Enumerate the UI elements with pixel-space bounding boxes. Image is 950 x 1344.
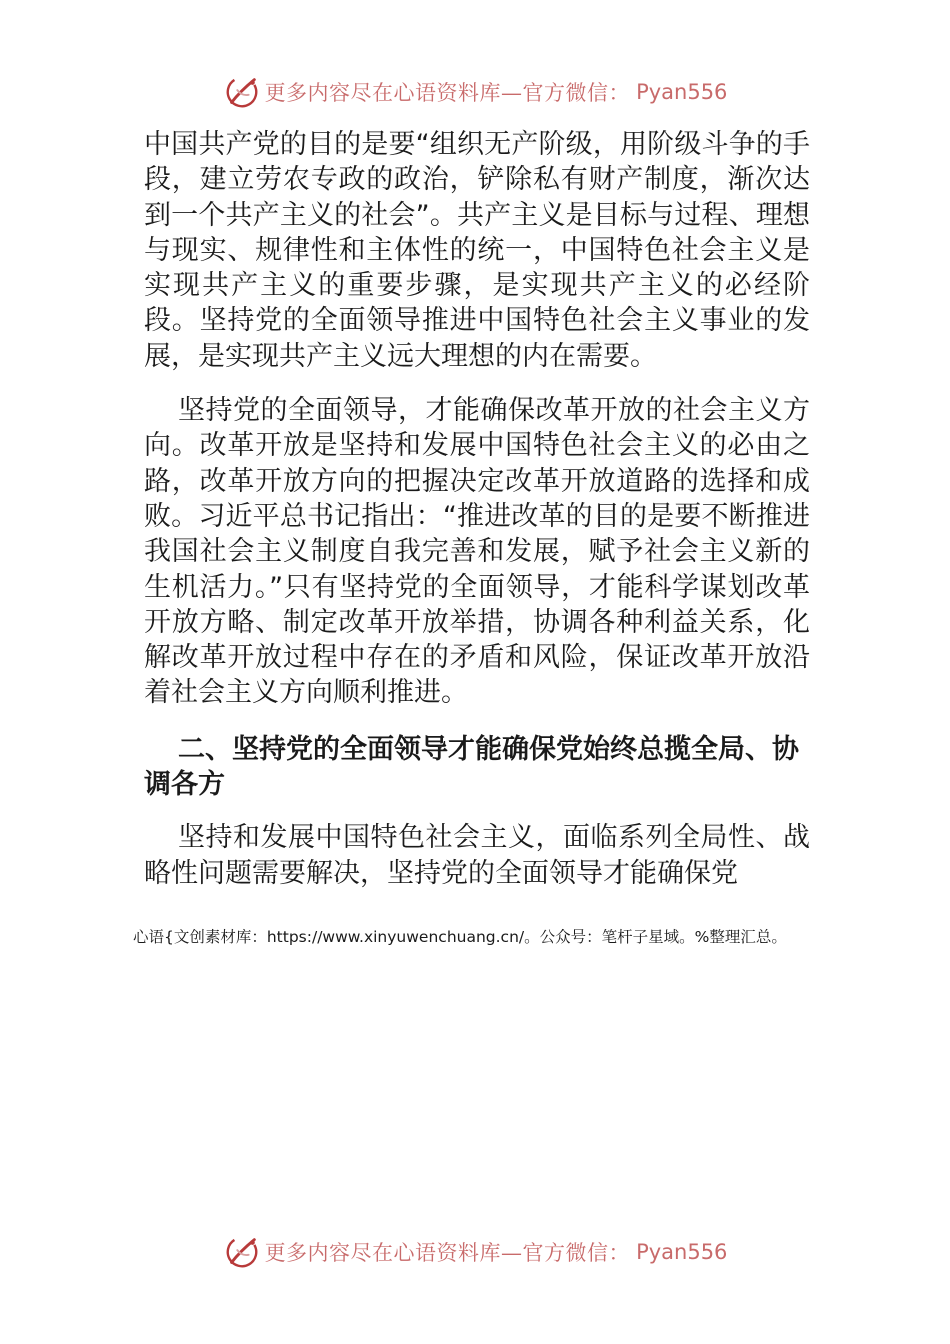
section-heading-2: 二、坚持党的全面领导才能确保党始终总揽全局、协调各方 <box>144 733 799 801</box>
banner-text: 更多内容尽在心语资料库—官方微信： <box>264 1241 631 1265</box>
paragraph-3: 坚持和发展中国特色社会主义，面临系列全局性、战略性问题需要解决，坚持党的全面领导才能确保党 <box>144 822 810 889</box>
source-note: 心语{文创素材库：https://www.xinyuwenchuang.cn/。公众号：笔杆子星域。%整理汇总。 <box>133 928 787 946</box>
footer-banner <box>0 1230 950 1274</box>
paragraph-2: 坚持党的全面领导，才能确保改革开放的社会主义方向。改革开放是坚持和发展中国特色社会主义的必由之路，改革开放方向的把握决定改革开放道路的选择和成败。习近平总书记指出：“推进改革的目的是要不断推进我国社会主义制度自我完善和发展，赋予社会主义新的生机活力。”只有坚持党的全面领导，才能科学谋划改革开放方略、制定改革开放举措，协调各种利益关系，化解改革开放过程中存在的矛盾和风险，保证改革开放沿着社会主义方向顺利推进。 <box>144 395 810 709</box>
paragraph-1: 中国共产党的目的是要“组织无产阶级，用阶级斗争的手段，建立劳农专政的政治，铲除私有财产制度，渐次达到一个共产主义的社会”。共产主义是目标与过程、理想与现实、规律性和主体性的统一，中国特色社会主义是实现共产主义的重要步骤，是实现共产主义的必经阶段。坚持党的全面领导推进中国特色社会主义事业的发展，是实现共产主义远大理想的内在需要。 <box>144 129 810 372</box>
document-body <box>144 127 810 891</box>
banner-text: 更多内容尽在心语资料库—官方微信： <box>264 81 631 105</box>
banner-wechat-id: Pyan556 <box>636 80 728 104</box>
banner-wechat-id: Pyan556 <box>636 1240 728 1264</box>
xinyu-logo-icon <box>223 73 261 111</box>
header-banner <box>0 70 950 114</box>
xinyu-logo-icon <box>223 1233 261 1271</box>
